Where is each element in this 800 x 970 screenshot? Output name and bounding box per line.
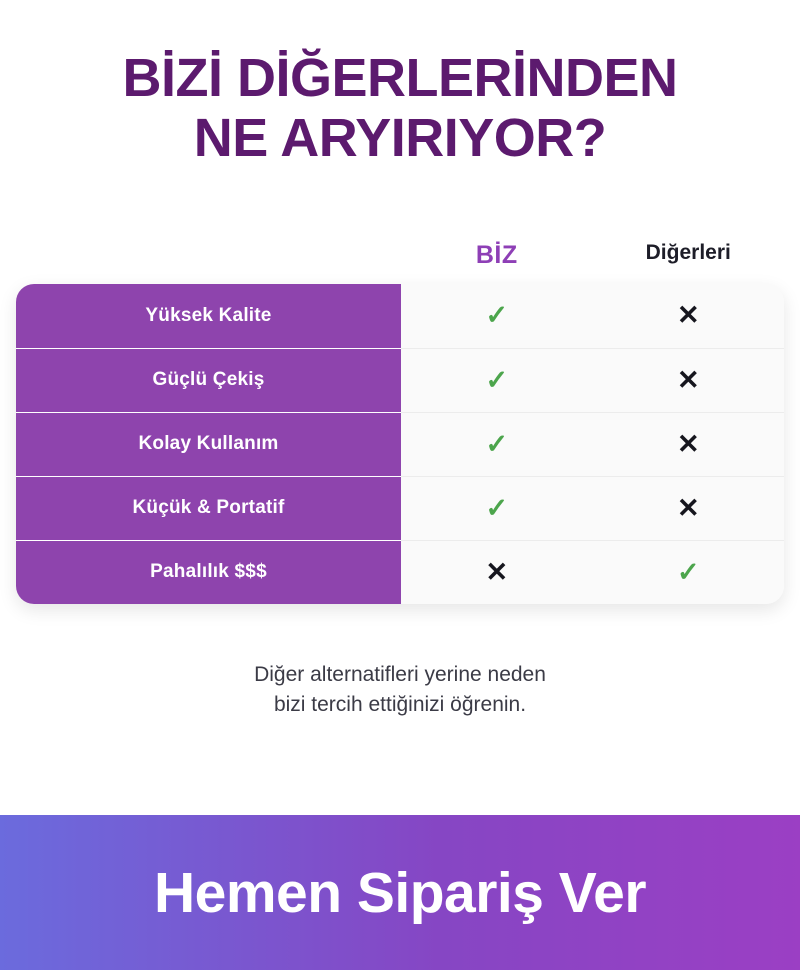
column-header-spacer — [16, 241, 401, 270]
check-icon: ✓ — [485, 492, 509, 523]
page-title-line-2: NE ARYIRIYOR? — [193, 108, 607, 169]
column-header-us: BİZ — [475, 240, 518, 269]
cross-icon: ✕ — [676, 364, 700, 395]
table-row — [16, 540, 784, 604]
order-now-label: Hemen Sipariş Ver — [153, 860, 647, 925]
feature-label: Kolay Kullanım — [16, 412, 401, 476]
us-cell — [401, 476, 593, 540]
others-cell — [593, 348, 785, 412]
feature-label: Güçlü Çekiş — [16, 348, 401, 412]
us-cell — [401, 412, 593, 476]
feature-label: Küçük & Portatif — [16, 476, 401, 540]
us-cell — [401, 348, 593, 412]
subtext-line-2: bizi tercih ettiğinizi öğrenin. — [273, 693, 527, 717]
check-icon: ✓ — [676, 556, 700, 587]
table-row — [16, 476, 784, 540]
others-cell — [593, 412, 785, 476]
comparison-table — [16, 284, 784, 604]
column-header-others: Diğerleri — [645, 240, 731, 264]
others-cell — [593, 284, 785, 348]
page-title — [24, 0, 776, 169]
cross-icon: ✕ — [676, 492, 700, 523]
comparison-column-headers — [0, 241, 800, 270]
table-row — [16, 412, 784, 476]
feature-label: Yüksek Kalite — [16, 284, 401, 348]
feature-label: Pahalılık $$$ — [16, 540, 401, 604]
table-row — [16, 284, 784, 348]
cross-icon: ✕ — [676, 300, 700, 331]
check-icon: ✓ — [485, 428, 509, 459]
us-cell — [401, 540, 593, 604]
check-icon: ✓ — [485, 300, 509, 331]
order-now-button[interactable] — [0, 815, 800, 970]
table-row — [16, 348, 784, 412]
others-cell — [593, 476, 785, 540]
page-title-line-1: BİZİ DİĞERLERİNDEN — [122, 48, 678, 108]
us-cell — [401, 284, 593, 348]
cross-icon: ✕ — [485, 556, 509, 587]
check-icon: ✓ — [485, 364, 509, 395]
others-cell — [593, 540, 785, 604]
cross-icon: ✕ — [676, 428, 700, 459]
subtext — [0, 660, 800, 721]
subtext-line-1: Diğer alternatifleri yerine neden — [254, 662, 546, 686]
